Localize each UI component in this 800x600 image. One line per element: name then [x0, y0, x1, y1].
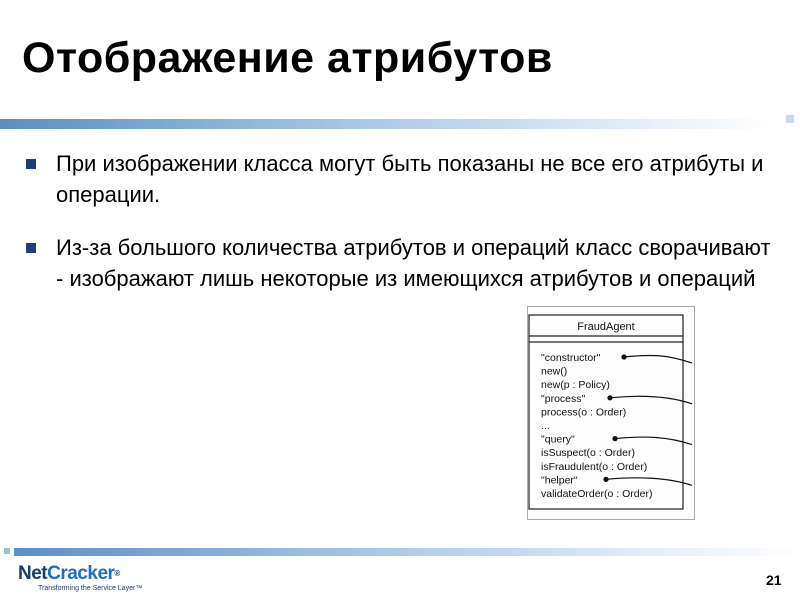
netcracker-logo — [18, 564, 142, 592]
bullet-item — [26, 148, 776, 210]
operation-entry: "helper" — [541, 474, 578, 487]
header-divider — [0, 119, 778, 129]
class-name: FraudAgent — [577, 321, 635, 333]
bullet-list — [26, 148, 776, 316]
bullet-text: При изображении класса могут быть показаны не все его атрибуты и операции. — [56, 151, 764, 207]
square-bullet-icon — [26, 243, 36, 253]
operation-entry: "query" — [541, 433, 575, 446]
logo-cracker-text: Cracker — [47, 563, 115, 584]
decorative-square — [786, 115, 794, 123]
slide-title: Отображение атрибутов — [22, 34, 553, 82]
bullet-text: Из-за большого количества атрибутов и операций класс сворачивают - изображают лишь некоторые из имеющихся атрибутов и операций — [56, 235, 771, 291]
note-leader-line — [615, 437, 692, 445]
bullet-item — [26, 232, 776, 294]
operation-entry: new(p : Policy) — [541, 379, 610, 392]
uml-class-diagram — [527, 306, 695, 520]
logo-tagline: Transforming the Service Layer™ — [38, 585, 143, 592]
operation-entry: validateOrder(o : Order) — [541, 488, 653, 500]
footer-divider — [14, 548, 800, 556]
logo-registered-mark: ® — [114, 569, 120, 578]
operation-entry: process(o : Order) — [541, 406, 627, 419]
note-leader-line — [624, 355, 692, 363]
uml-class-figure — [528, 307, 694, 519]
logo-net-text: Net — [18, 563, 48, 584]
operation-entry: "process" — [541, 392, 586, 405]
page-number: 21 — [766, 572, 782, 588]
operation-entry: isFraudulent(o : Order) — [541, 460, 648, 473]
note-leader-line — [610, 396, 692, 404]
operation-entry: isSuspect(o : Order) — [541, 447, 635, 460]
operation-entry: ... — [541, 420, 550, 432]
operation-entry: "constructor" — [541, 352, 601, 364]
operation-entry: new() — [541, 365, 568, 378]
square-bullet-icon — [26, 159, 36, 169]
decorative-square — [4, 548, 10, 554]
note-leader-line — [606, 478, 692, 486]
